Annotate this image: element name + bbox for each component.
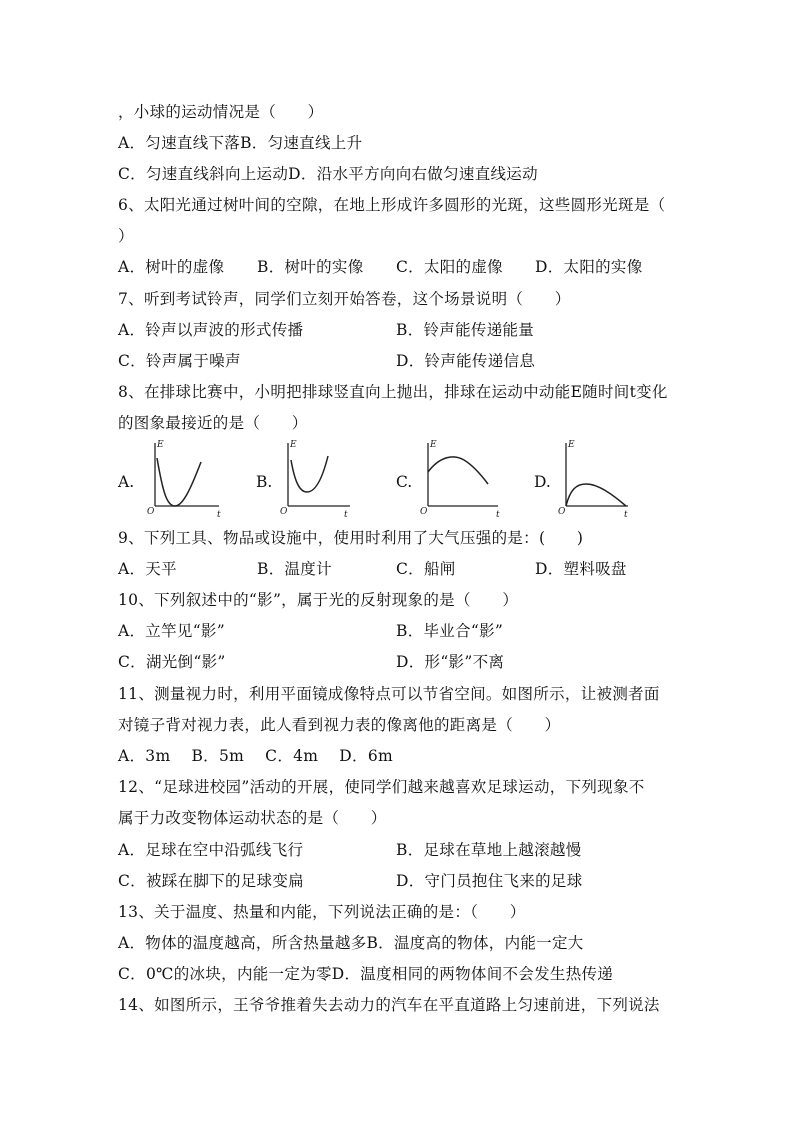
q9-option-c: C．船闸 <box>396 560 456 578</box>
q10-stem: 10、下列叙述中的“影”，属于光的反射现象的是（ ） <box>118 591 519 609</box>
q12-option-c: C．被踩在脚下的足球变扁 <box>118 872 304 890</box>
q13-options-cd: C．0℃的冰块，内能一定为零D．温度相同的两物体间不会发生热传递 <box>118 965 614 983</box>
q8-graph-a-label: A. <box>118 473 135 491</box>
q8-graph-b <box>278 438 358 518</box>
q5-stem-tail: ，小球的运动情况是（ ） <box>118 103 324 121</box>
q8-graph-a-o: O <box>147 507 155 517</box>
q11-stem-line2: 对镜子背对视力表，此人看到视力表的像离他的距离是（ ） <box>118 716 561 734</box>
q13-options-ab: A．物体的温度越高，所含热量越多B．温度高的物体，内能一定大 <box>118 934 584 952</box>
q8-graph-a-y: E <box>157 440 164 450</box>
q8-graph-c-label: C. <box>396 473 413 491</box>
q8-graph-b-x: t <box>344 510 348 520</box>
q9-stem: 9、下列工具、物品或设施中，使用时利用了大气压强的是：( ) <box>118 529 584 547</box>
q8-graph-b-label: B. <box>256 473 273 491</box>
q8-graph-d-x: t <box>624 510 628 520</box>
q6-option-d: D．太阳的实像 <box>535 258 643 276</box>
q5-options-cd: C．匀速直线斜向上运动D．沿水平方向向右做匀速直线运动 <box>118 165 538 183</box>
q7-stem: 7、听到考试铃声，同学们立刻开始答卷，这个场景说明（ ） <box>118 290 571 308</box>
q5-options-ab: A．匀速直线下落B．匀速直线上升 <box>118 134 363 152</box>
q6-option-c: C．太阳的虚像 <box>396 258 503 276</box>
q8-graph-d <box>556 438 636 518</box>
q11-options: A．3m B．5m C．4m D．6m <box>118 747 393 765</box>
q7-option-c: C．铃声属于噪声 <box>118 352 241 370</box>
q9-option-b: B．温度计 <box>257 560 332 578</box>
q9-option-a: A．天平 <box>118 560 177 578</box>
q8-stem-line2: 的图象最接近的是（ ） <box>118 414 308 432</box>
q10-option-b: B．毕业合“影” <box>396 622 504 640</box>
q12-option-b: B．足球在草地上越滚越慢 <box>396 841 582 859</box>
q8-graph-c-x: t <box>496 510 500 520</box>
q13-stem: 13、关于温度、热量和内能，下列说法正确的是：（ ） <box>118 903 526 921</box>
q7-option-d: D．铃声能传递信息 <box>396 352 536 370</box>
q10-option-a: A．立竿见“影” <box>118 622 225 640</box>
q7-option-a: A．铃声以声波的形式传播 <box>118 321 304 339</box>
q10-option-d: D．形“影”不离 <box>396 653 505 671</box>
q14-stem-line1: 14、如图所示，王爷爷推着失去动力的汽车在平直道路上匀速前进，下列说法 <box>118 996 660 1014</box>
q6-option-b: B．树叶的实像 <box>257 258 364 276</box>
q6-stem-line1: 6、太阳光通过树叶间的空隙，在地上形成许多圆形的光斑，这些圆形光斑是（ <box>118 196 666 214</box>
q8-graph-d-o: O <box>558 507 566 517</box>
q6-stem-line2: ） <box>118 227 134 245</box>
q12-option-d: D．守门员抱住飞来的足球 <box>396 872 583 890</box>
q12-option-a: A．足球在空中沿弧线飞行 <box>118 841 304 859</box>
q8-stem-line1: 8、在排球比赛中，小明把排球竖直向上抛出，排球在运动中动能E随时间t变化 <box>118 383 668 401</box>
q11-stem-line1: 11、测量视力时，利用平面镜成像特点可以节省空间。如图所示，让被测者面 <box>118 685 660 703</box>
q8-graph-a <box>145 438 225 518</box>
q8-graph-b-o: O <box>280 507 288 517</box>
q6-option-a: A．树叶的虚像 <box>118 258 225 276</box>
q12-stem-line2: 属于力改变物体运动状态的是（ ） <box>118 809 387 827</box>
q8-graph-c-o: O <box>420 507 428 517</box>
q8-graph-b-y: E <box>290 440 297 450</box>
q8-graph-d-label: D. <box>534 473 551 491</box>
q8-graph-d-y: E <box>568 440 575 450</box>
q8-graph-c <box>418 438 508 518</box>
q12-stem-line1: 12、“足球进校园”活动的开展，使同学们越来越喜欢足球运动，下列现象不 <box>118 778 645 796</box>
q8-graph-c-y: E <box>430 440 437 450</box>
q10-option-c: C．湖光倒“影” <box>118 653 226 671</box>
q9-option-d: D．塑料吸盘 <box>535 560 627 578</box>
q7-option-b: B．铃声能传递能量 <box>396 321 535 339</box>
q8-graph-a-x: t <box>217 510 221 520</box>
